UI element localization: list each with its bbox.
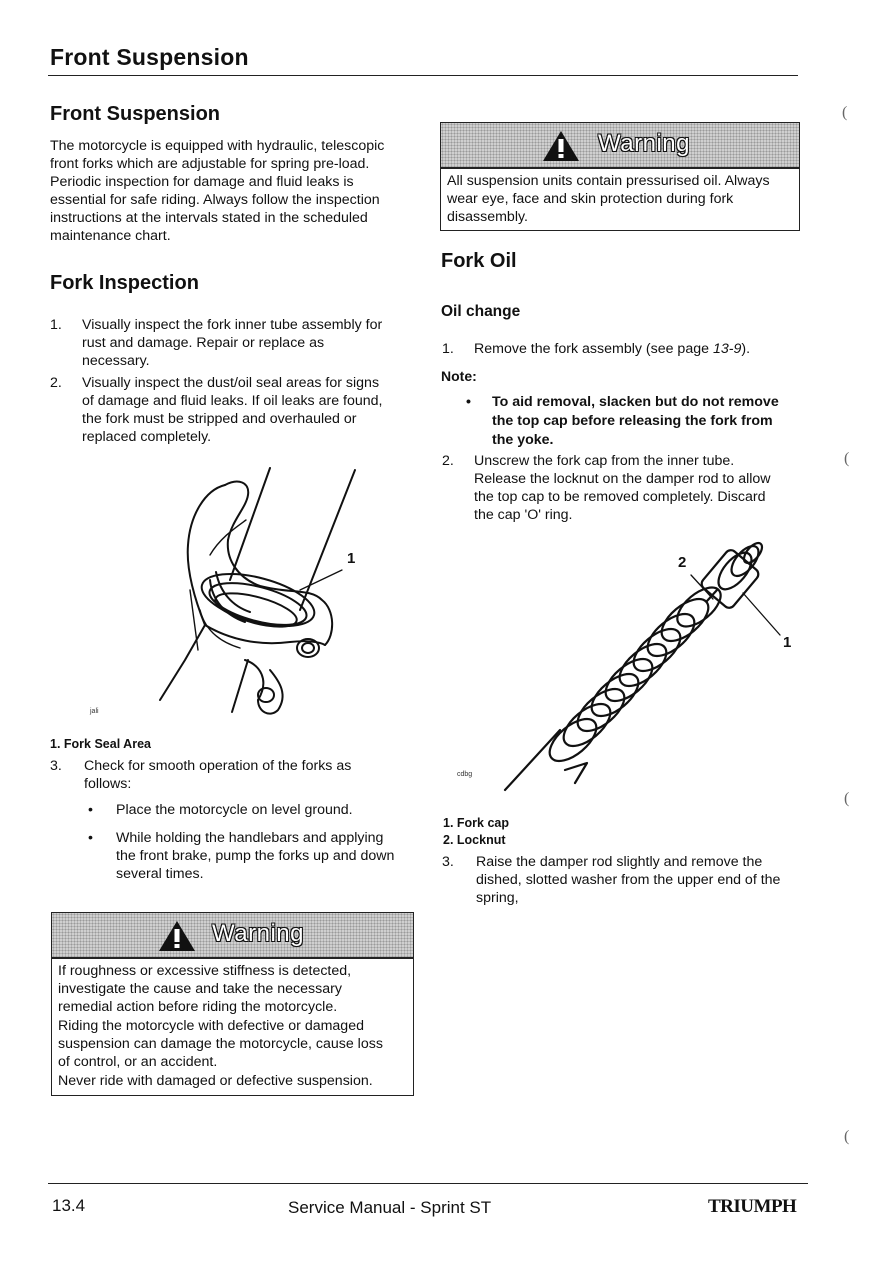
text-line: instructions at the intervals stated in the scheduled	[50, 210, 368, 226]
page-title: Front Suspension	[50, 44, 249, 70]
text-line: the cap 'O' ring.	[474, 507, 573, 523]
text-line: Visually inspect the fork inner tube assembly for	[82, 317, 383, 333]
fork-cap-spring-illustration	[495, 535, 805, 795]
text-line: replaced completely.	[82, 429, 212, 445]
warning-header	[52, 913, 413, 959]
warning-title: Warning	[598, 130, 690, 157]
footer-title: Service Manual - Sprint ST	[288, 1198, 492, 1217]
bullet-item	[88, 829, 416, 883]
warning-text	[52, 959, 413, 1095]
text-line: of damage and fluid leaks. If oil leaks are found,	[82, 393, 383, 409]
warning-header	[441, 123, 799, 169]
oil-step-2	[442, 452, 799, 524]
text-line: dished, slotted washer from the upper end of the	[476, 872, 781, 888]
note-label: Note:	[441, 368, 477, 384]
margin-mark: (	[844, 790, 850, 807]
figure-callout-1: 1	[347, 550, 356, 567]
text-line: the fork must be stripped and overhauled or	[82, 411, 357, 427]
fork-seal-illustration	[150, 460, 380, 725]
text-line: suspension can damage the motorcycle, cause loss	[58, 1036, 383, 1052]
warning-text	[441, 169, 799, 230]
warning-triangle-icon	[157, 919, 197, 953]
margin-mark: (	[844, 1128, 850, 1145]
section-heading-fork-inspection: Fork Inspection	[50, 272, 199, 294]
oil-step-1	[442, 340, 799, 358]
text-line: Unscrew the fork cap from the inner tube.	[474, 453, 735, 469]
bullet-item	[88, 801, 416, 819]
figure-caption	[443, 815, 509, 849]
text-line: Release the locknut on the damper rod to allow	[474, 471, 771, 487]
step-3	[50, 757, 410, 793]
warning-triangle-icon	[541, 129, 581, 163]
figure-code: cdbg	[457, 771, 473, 778]
text-line: the yoke.	[492, 432, 554, 448]
text-line: of control, or an accident.	[58, 1054, 218, 1070]
bullet-dot: •	[88, 802, 93, 818]
margin-mark: (	[844, 450, 850, 467]
text-line: rust and damage. Repair or replace as	[82, 335, 325, 351]
text-line: essential for safe riding. Always follow the inspection	[50, 192, 380, 208]
text-line: If roughness or excessive stiffness is detected,	[58, 963, 352, 979]
text-line: The motorcycle is equipped with hydraulic, telescopic	[50, 138, 385, 154]
step-number: 3.	[50, 758, 62, 774]
text-line: the top cap to be removed completely. Discard	[474, 489, 766, 505]
step-number: 3.	[442, 854, 454, 870]
subheading-oil-change: Oil change	[441, 303, 521, 320]
text-line: While holding the handlebars and applying	[116, 830, 384, 846]
text-line: necessary.	[82, 353, 150, 369]
text-line: disassembly.	[447, 209, 528, 225]
figure-caption: 1. Fork Seal Area	[50, 737, 151, 751]
caption-line: 1. Fork cap	[443, 816, 509, 830]
text-segment: Remove the fork assembly (see page	[474, 341, 713, 357]
section-heading-fork-oil: Fork Oil	[441, 250, 517, 272]
figure-code: jali	[90, 708, 99, 715]
step-number: 2.	[50, 375, 62, 391]
text-line: front forks which are adjustable for spring pre-load.	[50, 156, 370, 172]
warning-title: Warning	[212, 920, 304, 947]
text-line: To aid removal, slacken but do not remove	[492, 394, 779, 410]
text-line: All suspension units contain pressurised oil. Always	[447, 173, 770, 189]
triumph-logo: TRIUMPH	[708, 1196, 797, 1217]
oil-step-3	[442, 853, 802, 907]
step-number: 1.	[50, 317, 62, 333]
page-number: 13.4	[52, 1196, 86, 1215]
text-line: Raise the damper rod slightly and remove the	[476, 854, 763, 870]
section-heading-front-suspension: Front Suspension	[50, 103, 220, 125]
intro-paragraph	[50, 137, 407, 245]
figure-callout-2: 2	[678, 554, 687, 571]
step-number: 2.	[442, 453, 454, 469]
caption-line: 2. Locknut	[443, 833, 506, 847]
step-1	[50, 316, 408, 370]
text-segment: ).	[741, 341, 751, 357]
figure-callout-1: 1	[783, 634, 792, 651]
text-line: Visually inspect the dust/oil seal areas for signs	[82, 375, 380, 391]
note-bullet	[466, 393, 802, 450]
text-line: follows:	[84, 776, 132, 792]
text-line: Periodic inspection for damage and fluid leaks is	[50, 174, 354, 190]
step-2	[50, 374, 408, 446]
text-line: remedial action before riding the motorcycle.	[58, 999, 338, 1015]
text-line: wear eye, face and skin protection during fork	[447, 191, 734, 207]
bullet-dot: •	[88, 830, 93, 846]
text-line: Check for smooth operation of the forks as	[84, 758, 352, 774]
bullet-dot: •	[466, 394, 471, 410]
text-line: the front brake, pump the forks up and down	[116, 848, 395, 864]
text-line: spring,	[476, 890, 519, 906]
title-divider	[48, 75, 798, 76]
text-line: investigate the cause and take the necessary	[58, 981, 342, 997]
text-line: several times.	[116, 866, 204, 882]
text-line: Riding the motorcycle with defective or damaged	[58, 1018, 364, 1034]
text-line: Place the motorcycle on level ground.	[116, 802, 353, 818]
text-line: maintenance chart.	[50, 228, 171, 244]
warning-box-right	[440, 122, 800, 231]
warning-box-left	[51, 912, 414, 1096]
footer-divider	[48, 1183, 808, 1184]
page-reference: 13-9	[712, 341, 742, 357]
text-line: Never ride with damaged or defective suspension.	[58, 1073, 373, 1089]
text-line: the top cap before releasing the fork from	[492, 413, 773, 429]
margin-mark: (	[842, 104, 848, 121]
step-number: 1.	[442, 341, 454, 357]
